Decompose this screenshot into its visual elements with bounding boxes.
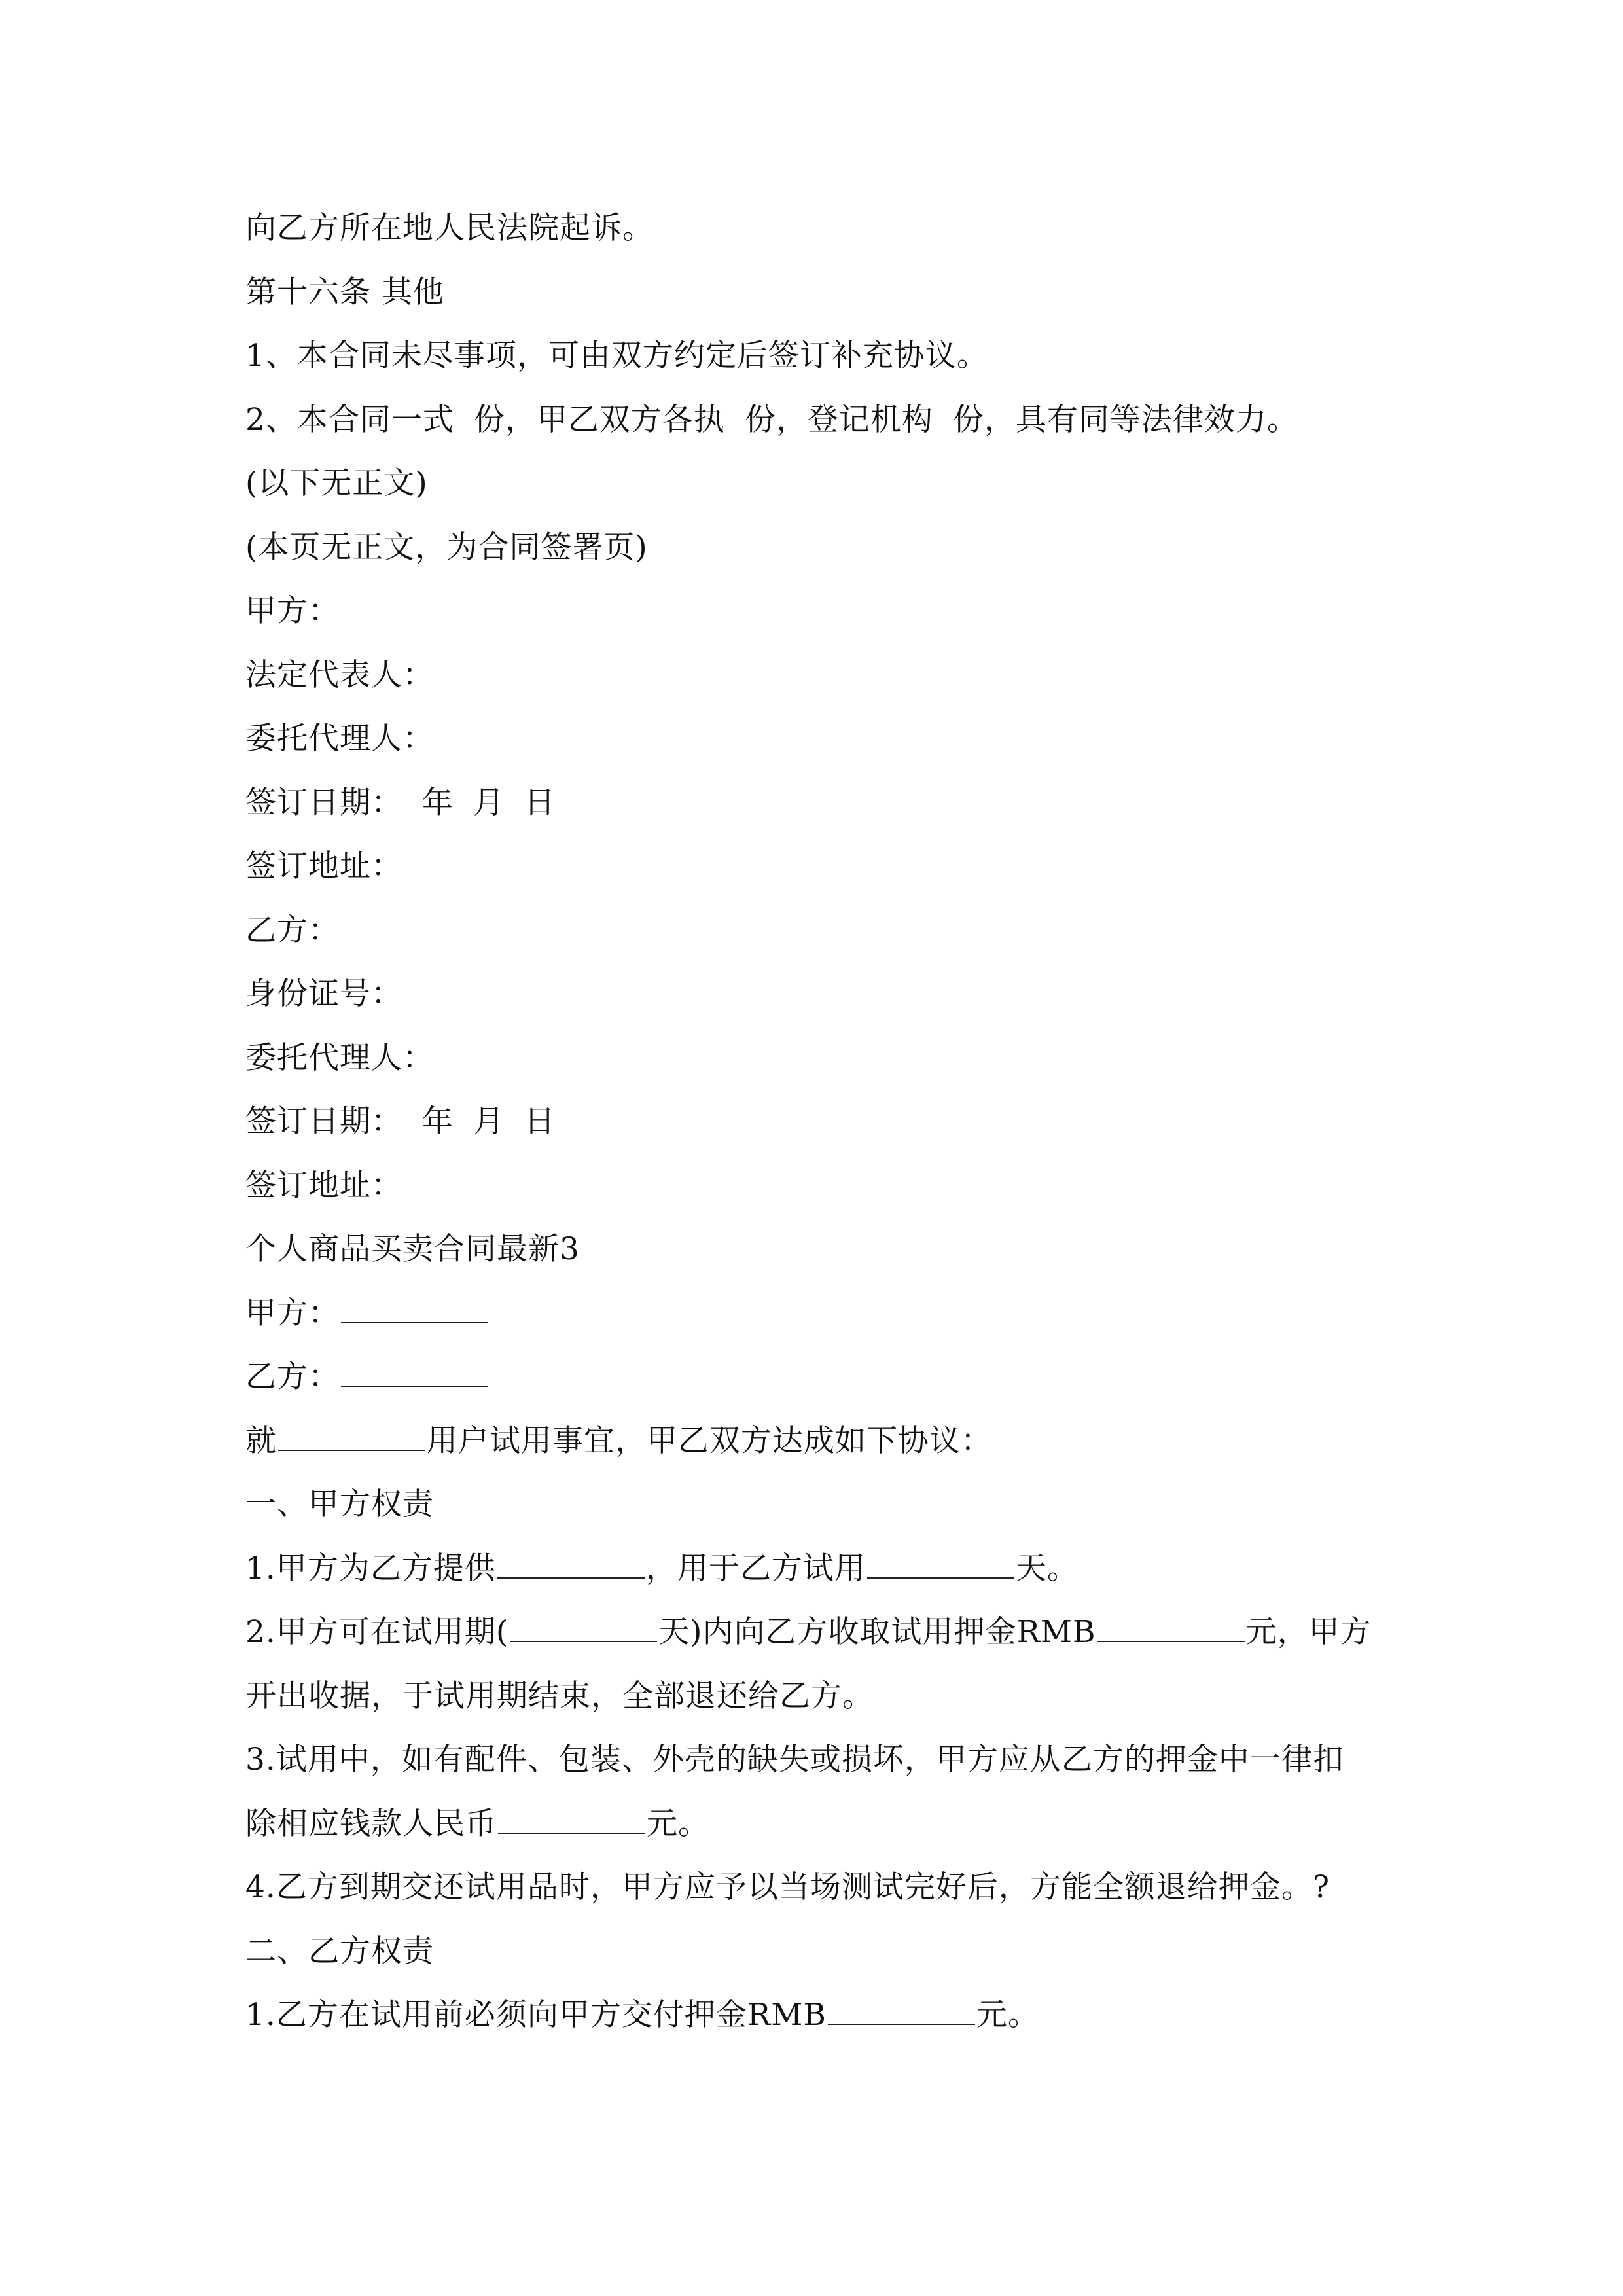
heading-party-b-rights [245,1920,1384,1984]
party-a-label [245,579,1384,643]
clause-16-1 [245,324,1384,388]
clause-a-2 [245,1600,1384,1664]
clause-a-3 [245,1728,1384,1792]
text: 乙方： [245,912,340,948]
clause-a-1 [245,1537,1384,1601]
note-signature-page [245,516,1384,580]
id-number-label [245,962,1384,1026]
clause-a-3-cont [245,1792,1384,1856]
text: 天)内向乙方收取试用押金RMB [658,1614,1096,1650]
text: 除相应钱款人民币 [245,1805,497,1842]
provided-item-blank [497,1549,645,1579]
legal-representative-label [245,643,1384,708]
text: 法定代表人： [245,656,434,693]
text: 元。 [976,1997,1039,2033]
trial-days-blank [867,1549,1014,1579]
text: 向乙方所在地人民法院起诉。 [245,210,654,246]
text: 身份证号： [245,976,402,1012]
sign-date-b [245,1090,1384,1154]
text: 开出收据，于试用期结束，全部退还给乙方。 [245,1677,874,1714]
deposit-payment-blank [828,1995,975,2025]
text: 元，甲方 [1245,1614,1372,1650]
text: 委托代理人： [245,1039,434,1076]
heading-article-16 [245,260,1384,325]
heading-party-a-rights [245,1473,1384,1537]
text: 签订地址： [245,848,402,884]
text: 日 [524,1103,556,1139]
document-body [245,196,1384,2047]
clause-b-1 [245,1983,1384,2047]
sign-address-a [245,834,1384,899]
clause-16-2 [245,388,1384,452]
text: 就 [245,1422,277,1459]
text: 签订日期： [245,1103,402,1139]
agreement-intro [245,1409,1384,1473]
text: 乙方： [245,1359,340,1395]
text: 2、本合同一式 [245,401,454,438]
text: 用户试用事宜，甲乙双方达成如下协议： [427,1422,992,1459]
text: 4.乙方到期交还试用品时，甲方应予以当场测试完好后，方能全额退给押金。? [245,1869,1330,1905]
text: 第十六条 其他 [245,274,444,310]
text: 3.试用中，如有配件、包装、外壳的缺失或损坏，甲方应从乙方的押金中一律扣 [245,1742,1344,1778]
text: 1.甲方为乙方提供 [245,1550,496,1587]
product-blank [278,1421,425,1451]
text: 天。 [1015,1550,1079,1587]
deduction-amount-blank [498,1804,645,1834]
text: 年 [422,784,454,821]
sign-date-a [245,771,1384,835]
party-b-blank [341,1357,488,1387]
text: 份，甲乙双方各执 [473,401,725,438]
clause-a-2-cont [245,1664,1384,1729]
paragraph-lawsuit-venue [245,196,1384,260]
text: 甲方： [245,593,340,629]
text: (以下无正文) [245,465,428,501]
text: 月 [473,1103,505,1139]
text: 一、甲方权责 [245,1486,434,1522]
text: 1.乙方在试用前必须向甲方交付押金RMB [245,1997,827,2033]
sign-address-b [245,1154,1384,1218]
party-b-field [245,1345,1384,1409]
text: 甲方： [245,1295,340,1331]
text: 月 [473,784,505,821]
clause-a-4 [245,1856,1384,1920]
text: 2.甲方可在试用期( [245,1614,509,1650]
contract-title [245,1217,1384,1282]
text: 二、乙方权责 [245,1933,434,1969]
party-a-field [245,1282,1384,1346]
text: (本页无正文，为合同签署页) [245,529,648,565]
text: 签订地址： [245,1167,402,1204]
text: 年 [422,1103,454,1139]
party-b-label [245,899,1384,963]
agent-label-b [245,1026,1384,1090]
trial-period-blank [510,1612,657,1642]
text: 签订日期： [245,784,402,821]
note-no-body-below [245,452,1384,516]
text: 份，具有同等法律效力。 [952,401,1298,438]
text: 元。 [647,1805,709,1842]
text: 个人商品买卖合同最新3 [245,1231,580,1267]
text: ，用于乙方试用 [645,1550,866,1587]
text: 1、本合同未尽事项，可由双方约定后签订补充协议。 [245,338,988,374]
agent-label-a [245,707,1384,771]
text: 委托代理人： [245,721,434,757]
party-a-blank [341,1293,488,1323]
deposit-amount-blank [1097,1612,1245,1642]
text: 日 [524,784,556,821]
text: 份，登记机构 [744,401,933,438]
